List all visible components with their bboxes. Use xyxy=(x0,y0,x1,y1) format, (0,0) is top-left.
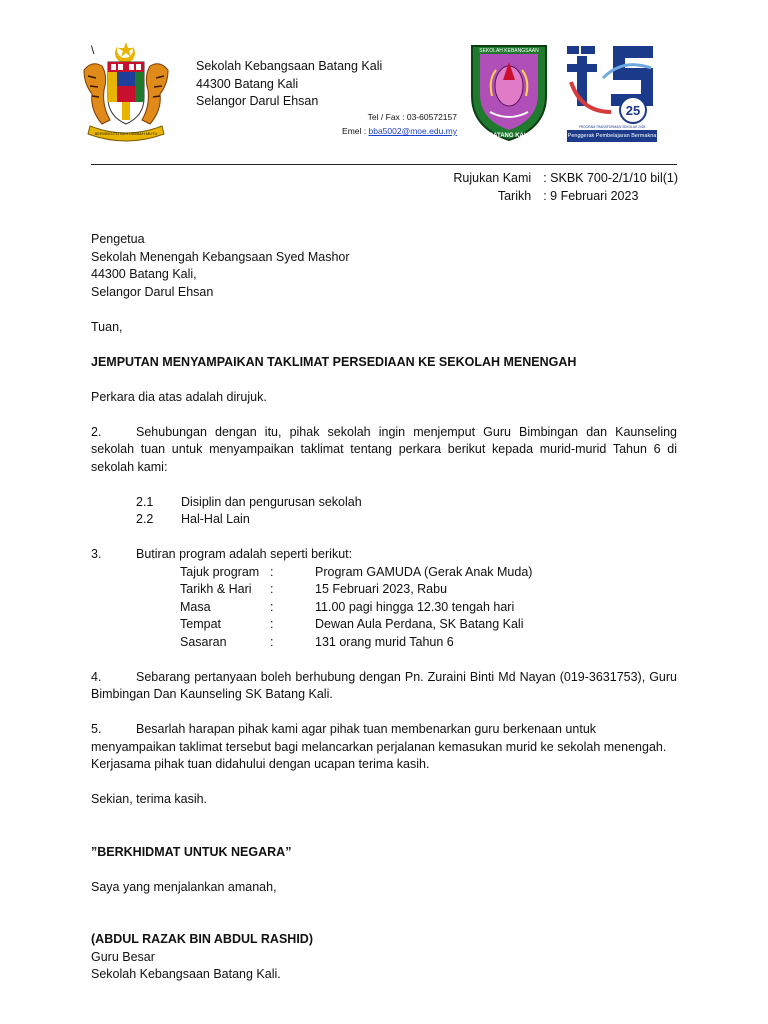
paragraph-2-text: Sehubungan dengan itu, pihak sekolah ingin menjemput Guru Bimbingan dan Kaunseling sekolah tuan untuk menyampaikan taklimat tentang perkara berikut kepada murid-murid Tahun 6 di sekolah kami: xyxy=(91,424,677,474)
date-label: Tarikh xyxy=(497,188,532,203)
crest-motto: BERSEKUTU BERTAMBAH MUTU xyxy=(94,131,158,136)
subject-line: JEMPUTAN MENYAMPAIKAN TAKLIMAT PERSEDIAAN KE SEKOLAH MENENGAH xyxy=(91,354,577,369)
item-number: 2.1 xyxy=(136,494,154,509)
paragraph-2 xyxy=(91,424,677,477)
signatory-school: Sekolah Kebangsaan Batang Kali. xyxy=(91,967,281,981)
paragraph-4-text: Sebarang pertanyaan boleh berhubung dengan Pn. Zuraini Binti Md Nayan (019-3631753), Guru Bimbingan Dan Kaunseling SK Batang Kali. xyxy=(91,669,677,701)
paragraph-4-number: 4. xyxy=(91,669,102,684)
slogan: ”BERKHIDMAT UNTUK NEGARA” xyxy=(91,844,292,859)
trust-line: Saya yang menjalankan amanah, xyxy=(91,879,277,894)
detail-colon: : xyxy=(270,564,274,579)
header-divider xyxy=(91,164,677,165)
badge-bottom-text: BATANG KALI xyxy=(488,133,530,139)
detail-value: Dewan Aula Perdana, SK Batang Kali xyxy=(315,617,524,631)
paragraph-3-text: Butiran program adalah seperti berikut: xyxy=(136,547,353,561)
detail-row xyxy=(180,581,677,599)
badge-top-text: SEKOLAH KEBANGSAAN xyxy=(479,48,539,54)
detail-colon: : xyxy=(270,582,274,596)
detail-key: Tarikh & Hari xyxy=(180,582,252,596)
contact-block xyxy=(342,110,457,138)
paragraph-5 xyxy=(91,721,677,774)
reference-block xyxy=(453,170,678,205)
sub-item-list xyxy=(136,494,677,529)
signatory-name: (ABDUL RAZAK BIN ABDUL RASHID) xyxy=(91,932,313,946)
school-letterhead xyxy=(196,58,382,111)
tel-value: 03-60572157 xyxy=(406,112,457,122)
item-text: Hal-Hal Lain xyxy=(181,512,250,526)
item-text: Disiplin dan pengurusan sekolah xyxy=(181,494,362,509)
closing-line: Sekian, terima kasih. xyxy=(91,792,208,806)
tel-label: Tel / Fax : xyxy=(367,112,405,122)
list-item xyxy=(136,494,677,512)
signatory-title: Guru Besar xyxy=(91,949,155,964)
detail-row xyxy=(180,616,677,634)
ref-value: : SKBK 700-2/1/10 bil(1) xyxy=(543,171,678,185)
school-name: Sekolah Kebangsaan Batang Kali xyxy=(196,59,383,73)
recipient-line2: Sekolah Menengah Kebangsaan Syed Mashor xyxy=(91,249,350,264)
detail-key: Tempat xyxy=(180,617,221,631)
coat-of-arms-logo xyxy=(78,40,174,144)
ts25-tagline: Penggerak Pembelajaran Bermakna xyxy=(567,130,657,142)
ts25-logo xyxy=(563,38,661,144)
stray-mark: \ xyxy=(91,43,95,57)
date-value: : 9 Februari 2023 xyxy=(543,188,639,203)
detail-colon: : xyxy=(270,599,274,614)
detail-colon: : xyxy=(270,634,274,649)
school-state: Selangor Darul Ehsan xyxy=(196,94,319,108)
letter-body xyxy=(91,231,677,984)
ref-label: Rujukan Kami xyxy=(453,171,532,185)
school-badge-logo xyxy=(466,40,552,144)
detail-value: Program GAMUDA (Gerak Anak Muda) xyxy=(315,564,533,579)
recipient-address xyxy=(91,231,677,301)
detail-value: 11.00 pagi hingga 12.30 tengah hari xyxy=(315,599,515,614)
detail-row xyxy=(180,599,677,617)
paragraph-3 xyxy=(91,546,677,564)
detail-colon: : xyxy=(270,617,274,631)
salutation: Tuan, xyxy=(91,319,123,334)
paragraph-2-number: 2. xyxy=(91,424,102,439)
detail-key: Tajuk program xyxy=(180,564,260,579)
detail-key: Masa xyxy=(180,599,211,614)
email-link[interactable]: bba5002@moe.edu.my xyxy=(368,126,457,136)
program-details xyxy=(180,564,677,652)
paragraph-5-number: 5. xyxy=(91,722,102,736)
ts25-number: 25 xyxy=(625,103,641,118)
paragraph-5-text: Besarlah harapan pihak kami agar pihak tuan membenarkan guru berkenaan untuk menyampaikan taklimat tersebut bagi melancarkan perjalanan kemasukan murid ke sekolah menengah. Kerjasama pihak tuan didahului dengan ucapan terima kasih. xyxy=(91,722,667,771)
recipient-line1: Pengetua xyxy=(91,232,145,246)
paragraph-3-number: 3. xyxy=(91,547,102,561)
detail-value: 131 orang murid Tahun 6 xyxy=(315,634,454,649)
school-postcode-town: 44300 Batang Kali xyxy=(196,76,299,91)
detail-row xyxy=(180,564,677,582)
item-number: 2.2 xyxy=(136,512,154,526)
recipient-line4: Selangor Darul Ehsan xyxy=(91,284,214,299)
email-label: Emel : xyxy=(342,126,367,136)
detail-value: 15 Februari 2023, Rabu xyxy=(315,582,448,596)
recipient-line3: 44300 Batang Kali, xyxy=(91,267,197,281)
paragraph-1: Perkara dia atas adalah dirujuk. xyxy=(91,389,267,404)
ts25-small-text: PROGRAM TRANSFORMASI SEKOLAH 2025 xyxy=(578,125,646,129)
paragraph-4 xyxy=(91,669,677,704)
detail-row xyxy=(180,634,677,652)
list-item xyxy=(136,511,677,529)
detail-key: Sasaran xyxy=(180,634,227,649)
